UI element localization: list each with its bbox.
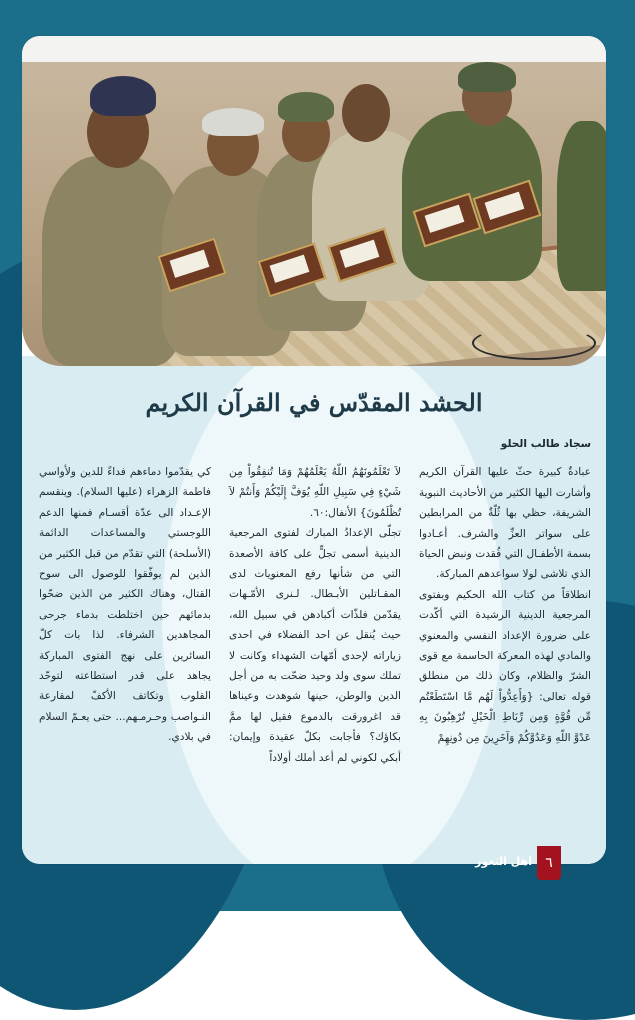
- article-page: [22, 36, 606, 864]
- article-photo: [22, 36, 606, 366]
- beanie-hat: [90, 76, 156, 116]
- photo-sky: [22, 36, 606, 62]
- camo-cap: [278, 92, 334, 122]
- magazine-name: اهل الثغور: [475, 855, 532, 868]
- paragraph: انطلاقاً من كتاب الله الحكيم وبفتوى المرجعية الدينية الرشيدة التي أكّدت على ضرورة الإعداد النفسي والمعنوي والمادي لهذه المعركة الحاسمة مع قوى الشرّ والظلام، وكان ذلك من منطلق قوله تعالى: {وَأَعِدُّواْ لَهُم مَّا اسْتَطَعْتُم مِّن قُوَّةٍ وَمِن رِّبَاطِ الْخَيْلِ تُرْهِبُونَ بِهِ عَدْوَّ اللّهِ وَعَدُوَّكُمْ وَآخَرِينَ مِن دُونِهِمْ: [419, 588, 591, 744]
- article-title: الحشد المقدّس في القرآن الكريم: [145, 388, 483, 417]
- text-column-left: [39, 462, 211, 748]
- cable: [472, 326, 596, 360]
- head-scarf: [202, 108, 264, 136]
- soldier-figure: [557, 121, 606, 291]
- paragraph: كي يقدّموا دماءهم فداءً للدين ولأواسي فاطمة الزهراء (عليها السلام). وينقسم الإعـداد الى عدّة أقسـام فمنها الدعم اللوجستي والمساعدات الدائمة (الأسلحة) التي تقدّم من قبل الكثير من الذين لم يوفّقوا للوصول الى سوح القتال، وهناك الكثير من الذين ضحّوا بدمائهم حين اختلطت بدماء جرحى المجاهدين الشرفاء. لذا بات كلّ السائرين على نهج الفتوى المباركة يجاهد على قدر استطاعته لتوحّد القلوب وتكاتف الأكفّ لمقارعة النـواصب وحـرمـهم... حتى يعـمّ السلام في بلادي.: [39, 466, 211, 744]
- text-column-right: [419, 434, 591, 748]
- text-column-middle: [229, 462, 401, 768]
- paragraph: عبادةٌ كبيرة حثّ عليها القرآن الكريم وأشارت اليها الكثير من الأحاديث النبوية الشريفة، حظي بها ثُلّةٌ من المرابطين على سواتر العزِّ والشرف. أعـادوا بسمة الأطفـال التي فُقدت ونبض الحياة الذي تلاشى لولا سواعدهم المباركة.: [419, 466, 591, 581]
- paragraph: لاَ تَعْلَمُونَهُمُ اللّهُ يَعْلَمُهُمْ وَمَا تُنفِقُواْ مِن شَيْءٍ فِي سَبِيلِ اللّهِ يُوَفَّ إِلَيْكُمْ وَأَنتُمْ لاَ تُظْلَمُونَ} الأنفال:٦٠.: [229, 466, 401, 519]
- soldier-head: [342, 84, 390, 142]
- paragraph: تجلّى الإعدادُ المبارك لفتوى المرجعية الدينية أسمى تجلٍّ على كافة الأصعدة التي من شأنها رفع المعنويات لدى المقـاتلين الأبـطال. لـنرى الأمّـهات يقدّمن فلذّات أكبادهن في سبيل الله، حيث يُنقل عن احد الفضلاء في احدى زياراته لإحدى أمّهات الشهداء وكانت لا تملك سوى ولد وحيد ضحّت به من أجل الدين والوطن، حينها شوهدت وعيناها قد اغرورقت بالدموع فقيل لها ممَّ بكاؤك؟ فأجابت بكلّ عقيدة وإيمان: أبكي لكوني لم أعد أملك أولاداً: [229, 527, 401, 764]
- author-name: سجاد طالب الحلو: [500, 438, 591, 450]
- camo-cap: [458, 62, 516, 92]
- page-number: ٦: [537, 846, 561, 880]
